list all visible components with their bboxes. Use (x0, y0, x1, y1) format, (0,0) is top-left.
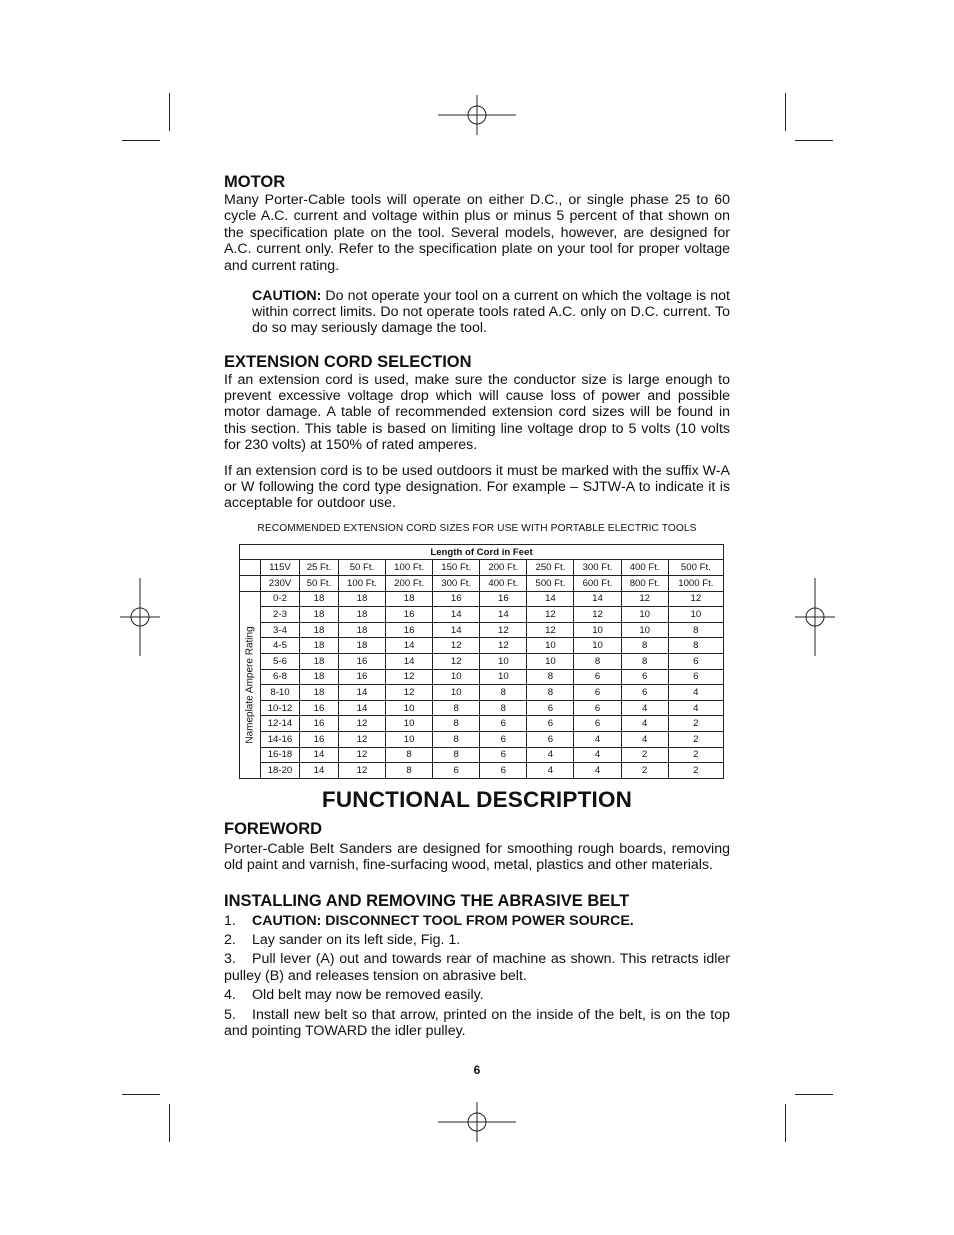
step-text: CAUTION: DISCONNECT TOOL FROM POWER SOURCE. (252, 912, 634, 929)
list-item (224, 932, 730, 948)
caution-label: CAUTION: (252, 288, 322, 305)
ampere-range-cell: 2-3 (261, 607, 300, 623)
table-row (240, 669, 724, 685)
gauge-cell: 4 (621, 700, 668, 716)
crop-mark (795, 140, 833, 141)
table-row (240, 654, 724, 670)
motor-heading: MOTOR (224, 173, 286, 191)
volt-230-row (240, 576, 724, 592)
gauge-cell: 4 (574, 732, 621, 748)
list-item (224, 951, 730, 984)
gauge-cell: 8 (433, 747, 480, 763)
crop-mark (785, 93, 786, 131)
ampere-range-cell: 0-2 (261, 591, 300, 607)
foreword-heading: FOREWORD (224, 819, 323, 838)
gauge-cell: 10 (433, 669, 480, 685)
gauge-cell: 18 (338, 591, 385, 607)
gauge-cell: 18 (299, 607, 338, 623)
table-row (240, 607, 724, 623)
gauge-cell: 2 (668, 763, 723, 779)
gauge-cell: 8 (668, 638, 723, 654)
gauge-cell: 18 (299, 654, 338, 670)
gauge-cell: 6 (574, 669, 621, 685)
gauge-cell: 6 (527, 716, 574, 732)
gauge-cell: 18 (299, 638, 338, 654)
gauge-cell: 14 (480, 607, 527, 623)
registration-mark-icon (438, 1102, 516, 1142)
gauge-cell: 14 (386, 638, 433, 654)
length-cell: 1000 Ft. (668, 576, 723, 592)
gauge-cell: 12 (480, 638, 527, 654)
gauge-cell: 12 (386, 669, 433, 685)
extension-para-2: If an extension cord is to be used outdoors it must be marked with the suffix W-A or W following the cord type designation. For example – SJTW-A to indicate it is acceptable for outdoor use. (224, 462, 730, 512)
gauge-cell: 10 (574, 638, 621, 654)
registration-mark-icon (438, 95, 516, 135)
crop-mark (122, 1094, 160, 1095)
table-row (240, 747, 724, 763)
list-item (224, 987, 730, 1003)
motor-caution (252, 288, 730, 337)
gauge-cell: 18 (299, 622, 338, 638)
gauge-cell: 6 (668, 654, 723, 670)
length-cell: 50 Ft. (299, 576, 338, 592)
gauge-cell: 6 (668, 669, 723, 685)
page-number: 6 (473, 1063, 481, 1077)
gauge-cell: 18 (299, 669, 338, 685)
step-number: 5. (224, 1006, 236, 1023)
table-row (240, 638, 724, 654)
gauge-cell: 10 (480, 669, 527, 685)
gauge-cell: 16 (433, 591, 480, 607)
table-row (240, 700, 724, 716)
step-text: Install new belt so that arrow, printed on the inside of the belt, is on the top and pointing TOWARD the idler pulley. (224, 1006, 730, 1040)
gauge-cell: 6 (527, 732, 574, 748)
gauge-cell: 12 (338, 716, 385, 732)
gauge-cell: 14 (527, 591, 574, 607)
gauge-cell: 14 (338, 685, 385, 701)
gauge-cell: 18 (386, 591, 433, 607)
gauge-cell: 8 (433, 732, 480, 748)
page-content (224, 172, 730, 1042)
gauge-cell: 12 (386, 685, 433, 701)
gauge-cell: 16 (299, 700, 338, 716)
gauge-cell: 10 (386, 716, 433, 732)
gauge-cell: 4 (574, 763, 621, 779)
step-number: 1. (224, 912, 236, 929)
gauge-cell: 8 (527, 685, 574, 701)
ampere-rating-label-cell (240, 591, 261, 778)
gauge-cell: 4 (574, 747, 621, 763)
crop-mark (785, 1104, 786, 1142)
length-cell: 150 Ft. (433, 560, 480, 576)
gauge-cell: 8 (527, 669, 574, 685)
spacer-cell (240, 576, 261, 592)
step-number: 2. (224, 932, 236, 949)
voltage-cell: 230V (261, 576, 300, 592)
gauge-cell: 12 (480, 622, 527, 638)
list-item (224, 1007, 730, 1040)
gauge-cell: 16 (338, 669, 385, 685)
table-row (240, 763, 724, 779)
table-row (240, 622, 724, 638)
gauge-cell: 6 (480, 732, 527, 748)
gauge-cell: 12 (433, 638, 480, 654)
length-cell: 200 Ft. (386, 576, 433, 592)
gauge-cell: 6 (621, 669, 668, 685)
step-text: Pull lever (A) out and towards rear of machine as shown. This retracts idler pulley (B) and releases tension on abrasive belt. (224, 951, 730, 984)
motor-body: Many Porter-Cable tools will operate on either D.C., or single phase 25 to 60 cycle A.C. current and voltage within plus or minus 5 percent of that shown on the specification plate on the tool. Several models, however, are designed for A.C. current only. Refer to the specification plate on your tool for proper voltage and current rating. (224, 192, 730, 274)
gauge-cell: 12 (527, 622, 574, 638)
caution-text: Do not operate your tool on a current on which the voltage is not within correct limits. Do not operate tools rated A.C. only on D.C. current. To do so may seriously damage the tool. (252, 288, 730, 337)
gauge-cell: 6 (433, 763, 480, 779)
length-header: Length of Cord in Feet (240, 544, 724, 560)
gauge-cell: 4 (621, 716, 668, 732)
gauge-cell: 14 (386, 654, 433, 670)
length-cell: 50 Ft. (338, 560, 385, 576)
table-caption: RECOMMENDED EXTENSION CORD SIZES FOR USE WITH PORTABLE ELECTRIC TOOLS (257, 522, 697, 534)
gauge-cell: 8 (668, 622, 723, 638)
ampere-range-cell: 10-12 (261, 700, 300, 716)
gauge-cell: 12 (338, 732, 385, 748)
gauge-cell: 16 (299, 716, 338, 732)
ampere-range-cell: 4-5 (261, 638, 300, 654)
gauge-cell: 12 (621, 591, 668, 607)
gauge-cell: 18 (338, 607, 385, 623)
gauge-cell: 10 (527, 638, 574, 654)
gauge-cell: 12 (433, 654, 480, 670)
gauge-cell: 8 (621, 654, 668, 670)
length-cell: 500 Ft. (668, 560, 723, 576)
gauge-cell: 6 (621, 685, 668, 701)
gauge-cell: 16 (299, 732, 338, 748)
gauge-cell: 18 (338, 638, 385, 654)
gauge-cell: 14 (338, 700, 385, 716)
length-cell: 300 Ft. (433, 576, 480, 592)
length-cell: 500 Ft. (527, 576, 574, 592)
step-number: 3. (224, 951, 236, 968)
gauge-cell: 6 (527, 700, 574, 716)
gauge-cell: 6 (574, 716, 621, 732)
length-cell: 100 Ft. (338, 576, 385, 592)
length-cell: 300 Ft. (574, 560, 621, 576)
spacer-cell (240, 560, 261, 576)
gauge-cell: 6 (480, 763, 527, 779)
gauge-cell: 10 (621, 607, 668, 623)
gauge-cell: 14 (433, 622, 480, 638)
gauge-cell: 4 (527, 763, 574, 779)
gauge-cell: 10 (621, 622, 668, 638)
crop-mark (122, 140, 160, 141)
gauge-cell: 4 (527, 747, 574, 763)
gauge-cell: 10 (574, 622, 621, 638)
table-row (240, 685, 724, 701)
voltage-cell: 115V (261, 560, 300, 576)
installing-steps (224, 913, 730, 1040)
gauge-cell: 8 (433, 700, 480, 716)
gauge-cell: 10 (386, 732, 433, 748)
gauge-cell: 4 (621, 732, 668, 748)
gauge-cell: 16 (480, 591, 527, 607)
gauge-cell: 16 (386, 607, 433, 623)
length-cell: 200 Ft. (480, 560, 527, 576)
ampere-range-cell: 18-20 (261, 763, 300, 779)
gauge-cell: 2 (668, 747, 723, 763)
registration-mark-icon (795, 578, 835, 656)
gauge-cell: 10 (386, 700, 433, 716)
gauge-cell: 12 (668, 591, 723, 607)
gauge-cell: 8 (480, 685, 527, 701)
ampere-range-cell: 6-8 (261, 669, 300, 685)
ampere-range-cell: 3-4 (261, 622, 300, 638)
gauge-cell: 8 (621, 638, 668, 654)
gauge-cell: 8 (574, 654, 621, 670)
installing-heading: INSTALLING AND REMOVING THE ABRASIVE BELT (224, 891, 630, 910)
crop-mark (795, 1094, 833, 1095)
gauge-cell: 6 (480, 747, 527, 763)
length-cell: 25 Ft. (299, 560, 338, 576)
ampere-range-cell: 8-10 (261, 685, 300, 701)
gauge-cell: 10 (668, 607, 723, 623)
gauge-cell: 12 (338, 747, 385, 763)
gauge-cell: 2 (621, 747, 668, 763)
gauge-cell: 12 (527, 607, 574, 623)
gauge-cell: 6 (574, 700, 621, 716)
gauge-cell: 2 (668, 716, 723, 732)
gauge-cell: 10 (433, 685, 480, 701)
step-text: Old belt may now be removed easily. (252, 987, 484, 1004)
volt-115-row (240, 560, 724, 576)
table-row (240, 716, 724, 732)
gauge-cell: 14 (299, 747, 338, 763)
ampere-range-cell: 12-14 (261, 716, 300, 732)
gauge-cell: 2 (668, 732, 723, 748)
gauge-cell: 14 (299, 763, 338, 779)
gauge-cell: 18 (338, 622, 385, 638)
gauge-cell: 4 (668, 685, 723, 701)
gauge-cell: 2 (621, 763, 668, 779)
length-cell: 400 Ft. (480, 576, 527, 592)
ampere-rating-label: Nameplate Ampere Rating (244, 626, 256, 744)
ampere-range-cell: 16-18 (261, 747, 300, 763)
gauge-cell: 14 (574, 591, 621, 607)
gauge-cell: 6 (480, 716, 527, 732)
length-cell: 100 Ft. (386, 560, 433, 576)
gauge-cell: 18 (299, 685, 338, 701)
extension-heading: EXTENSION CORD SELECTION (224, 352, 472, 371)
gauge-cell: 10 (480, 654, 527, 670)
length-cell: 400 Ft. (621, 560, 668, 576)
step-text: Lay sander on its left side, Fig. 1. (252, 932, 461, 949)
step-number: 4. (224, 987, 236, 1004)
gauge-cell: 14 (433, 607, 480, 623)
gauge-cell: 10 (527, 654, 574, 670)
gauge-cell: 8 (386, 763, 433, 779)
foreword-body: Porter-Cable Belt Sanders are designed for smoothing rough boards, removing old paint and varnish, fine-surfacing wood, metal, plastics and other materials. (224, 840, 730, 874)
crop-mark (169, 1104, 170, 1142)
gauge-cell: 16 (338, 654, 385, 670)
crop-mark (169, 93, 170, 131)
gauge-cell: 18 (299, 591, 338, 607)
functional-description-title: FUNCTIONAL DESCRIPTION (321, 786, 633, 812)
table-row (240, 591, 724, 607)
length-cell: 250 Ft. (527, 560, 574, 576)
gauge-cell: 8 (386, 747, 433, 763)
ampere-range-cell: 14-16 (261, 732, 300, 748)
gauge-cell: 8 (480, 700, 527, 716)
gauge-cell: 12 (338, 763, 385, 779)
extension-para-1: If an extension cord is used, make sure the conductor size is large enough to prevent excessive voltage drop which will cause loss of power and possible motor damage. A table of recommended extension cord sizes will be found in this section. This table is based on limiting line voltage drop to 5 volts (10 volts for 230 volts) at 150% of rated amperes. (224, 371, 730, 454)
gauge-cell: 6 (574, 685, 621, 701)
gauge-cell: 8 (433, 716, 480, 732)
gauge-cell: 16 (386, 622, 433, 638)
list-item (224, 913, 730, 929)
length-cell: 800 Ft. (621, 576, 668, 592)
gauge-cell: 12 (574, 607, 621, 623)
length-cell: 600 Ft. (574, 576, 621, 592)
ampere-range-cell: 5-6 (261, 654, 300, 670)
registration-mark-icon (120, 578, 160, 656)
table-row (240, 732, 724, 748)
extension-cord-table (239, 544, 724, 779)
gauge-cell: 4 (668, 700, 723, 716)
